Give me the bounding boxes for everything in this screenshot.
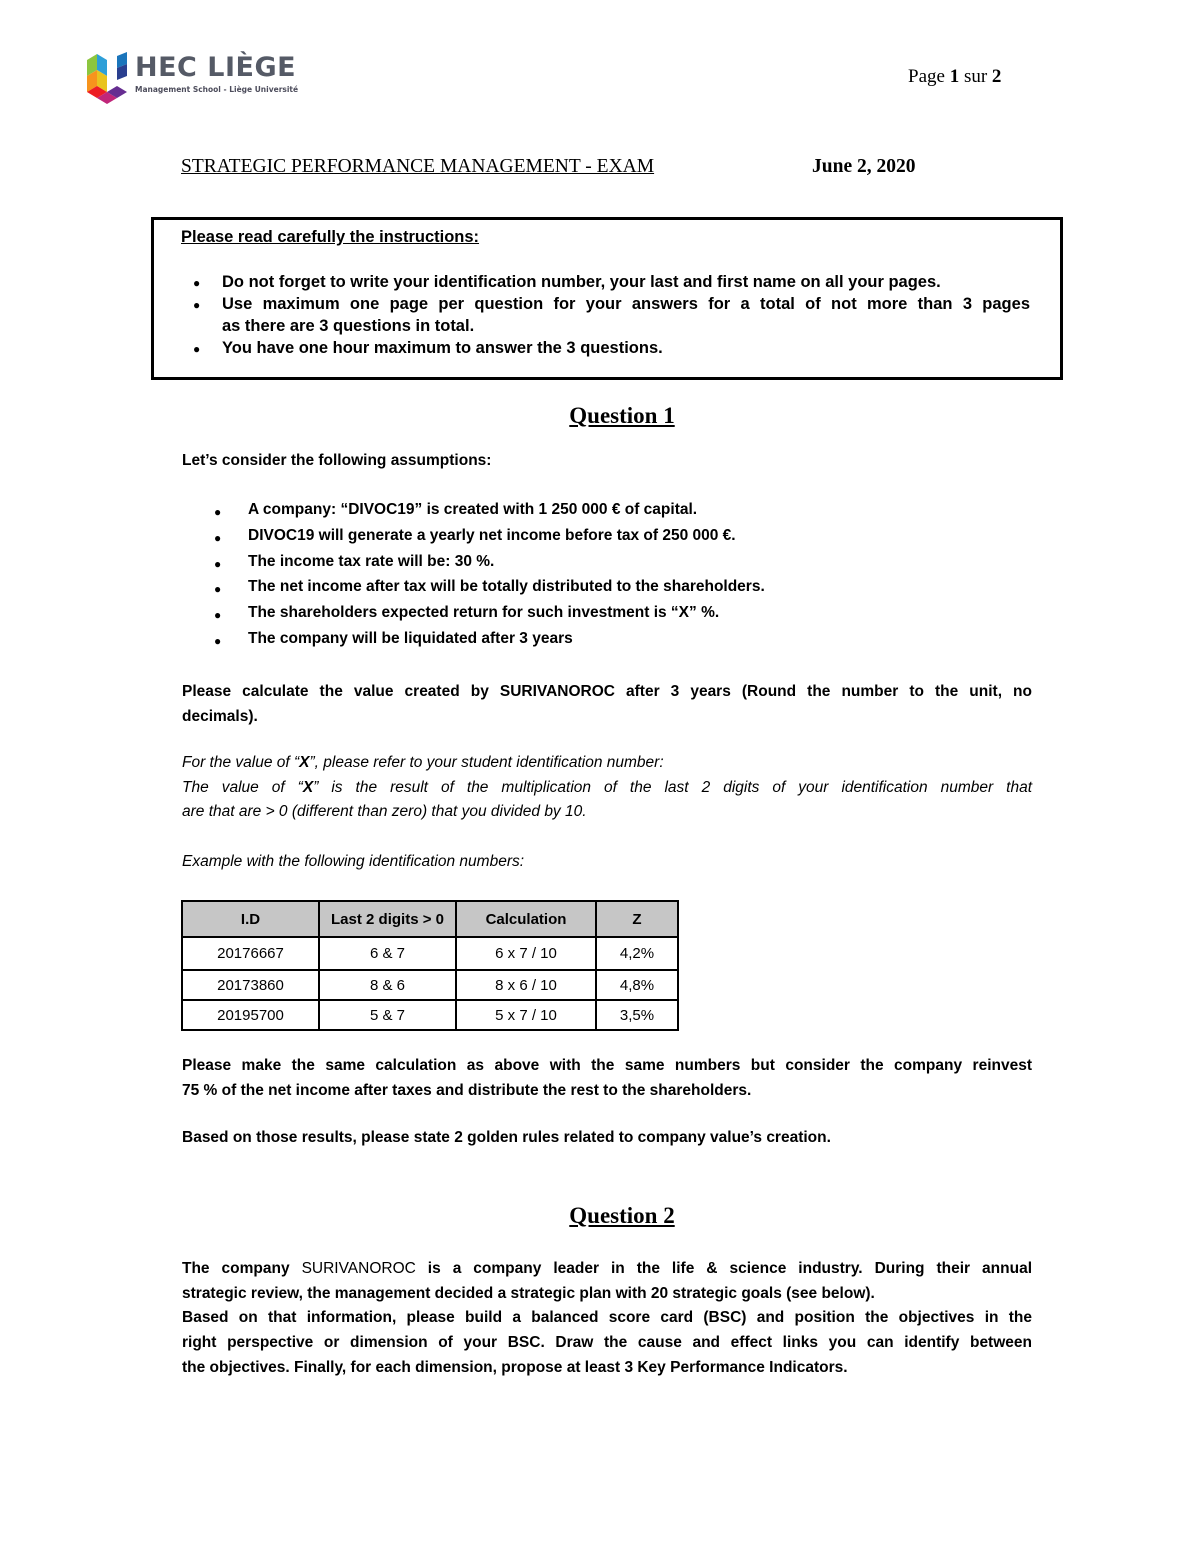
bullet-icon: ● bbox=[214, 557, 222, 571]
table-row bbox=[182, 970, 678, 1000]
q1-calc-instruction bbox=[182, 680, 1032, 729]
exam-date: June 2, 2020 bbox=[812, 156, 916, 177]
q2-line: the objectives. Finally, for each dimension, propose at least 3 Key Performance Indicators. bbox=[182, 1358, 848, 1376]
table-header: Last 2 digits > 0 bbox=[319, 901, 456, 937]
bullet-icon: ● bbox=[214, 505, 222, 519]
x-definition bbox=[182, 779, 1032, 797]
logo-subtitle: Management School - Liège Université bbox=[135, 85, 299, 94]
instruction-item bbox=[222, 293, 1030, 315]
text-fragment: ”, please refer to your student identification number: bbox=[309, 754, 664, 771]
table-header: Calculation bbox=[456, 901, 596, 937]
q1-reinvest-instruction bbox=[182, 1054, 1032, 1103]
assumption-item: The company will be liquidated after 3 years bbox=[248, 630, 573, 647]
instruction-item: Do not forget to write your identification number, your last and first name on all your pages. bbox=[222, 273, 941, 291]
x-variable: X bbox=[299, 754, 310, 771]
question-2-heading: Question 2 bbox=[569, 1203, 675, 1228]
q1-reinvest-line: Please make the same calculation as above with the same numbers but consider the company reinvest bbox=[182, 1057, 1032, 1074]
q2-line: right perspective or dimension of your BSC. Draw the cause and effect links you can identify between bbox=[182, 1334, 1032, 1352]
q2-text bbox=[182, 1257, 1032, 1381]
q1-golden-rules: Based on those results, please state 2 golden rules related to company value’s creation. bbox=[182, 1129, 831, 1146]
page-prefix: Page bbox=[908, 66, 945, 87]
table-header: Z bbox=[596, 901, 678, 937]
page-total: 2 bbox=[991, 66, 1002, 87]
text-fragment: For the value of “ bbox=[182, 754, 300, 771]
page-current: 1 bbox=[949, 66, 960, 87]
instruction-item: You have one hour maximum to answer the 3 questions. bbox=[222, 339, 663, 357]
table-header-row bbox=[182, 901, 678, 937]
logo-name: HEC LIÈGE bbox=[135, 52, 297, 83]
question-1-heading: Question 1 bbox=[569, 403, 675, 428]
q1-reinvest-line: 75 % of the net income after taxes and distribute the rest to the shareholders. bbox=[182, 1081, 752, 1099]
table-row bbox=[182, 1000, 678, 1030]
bullet-icon: ● bbox=[214, 582, 222, 596]
text-fragment: ” is the result of the multiplication of the last 2 digits of your identification number that bbox=[313, 779, 1033, 796]
bullet-icon: ● bbox=[193, 298, 201, 312]
table-cell: 5 x 7 / 10 bbox=[456, 1000, 596, 1030]
q1-intro: Let’s consider the following assumptions: bbox=[182, 452, 492, 469]
id-example-table bbox=[181, 900, 679, 1031]
hec-liege-logo bbox=[85, 52, 300, 108]
table-cell: 20176667 bbox=[182, 937, 319, 970]
assumption-item: The shareholders expected return for such investment is “X” %. bbox=[248, 604, 720, 621]
bullet-icon: ● bbox=[193, 342, 201, 356]
instruction-line: Use maximum one page per question for your answers for a total of not more than 3 pages bbox=[222, 295, 1030, 313]
hec-logo-mark-icon bbox=[85, 52, 133, 108]
bullet-icon: ● bbox=[214, 608, 222, 622]
q2-line: strategic review, the management decided a strategic plan with 20 strategic goals (see below). bbox=[182, 1284, 875, 1302]
assumption-item: DIVOC19 will generate a yearly net income before tax of 250 000 €. bbox=[248, 527, 736, 544]
x-reference bbox=[182, 754, 664, 772]
table-header: I.D bbox=[182, 901, 319, 937]
page-number bbox=[908, 66, 1001, 88]
q2-line: Based on that information, please build a balanced score card (BSC) and position the objectives in the bbox=[182, 1309, 1032, 1327]
text-fragment: is a company leader in the life & science industry. During their annual bbox=[415, 1260, 1033, 1277]
page-sep: sur bbox=[963, 66, 988, 87]
table-cell: 5 & 7 bbox=[319, 1000, 456, 1030]
bullet-icon: ● bbox=[214, 531, 222, 545]
table-cell: 8 x 6 / 10 bbox=[456, 970, 596, 1000]
instruction-item-cont: as there are 3 questions in total. bbox=[222, 317, 475, 335]
text-fragment: The company bbox=[182, 1260, 302, 1277]
x-variable: X bbox=[302, 779, 314, 796]
table-row bbox=[182, 937, 678, 970]
table-cell: 3,5% bbox=[596, 1000, 678, 1030]
example-intro: Example with the following identification numbers: bbox=[182, 853, 525, 870]
assumption-item: A company: “DIVOC19” is created with 1 250 000 € of capital. bbox=[248, 501, 698, 518]
bullet-icon: ● bbox=[193, 276, 201, 290]
table-cell: 20195700 bbox=[182, 1000, 319, 1030]
q1-calc-line: Please calculate the value created by SURIVANOROC after 3 years (Round the number to the unit, no bbox=[182, 683, 1032, 700]
q1-calc-line: decimals). bbox=[182, 707, 258, 725]
assumption-item: The net income after tax will be totally distributed to the shareholders. bbox=[248, 578, 765, 595]
q2-line bbox=[182, 1257, 1032, 1282]
instructions-heading: Please read carefully the instructions: bbox=[181, 228, 480, 246]
exam-title: STRATEGIC PERFORMANCE MANAGEMENT - EXAM bbox=[181, 156, 655, 177]
table-cell: 20173860 bbox=[182, 970, 319, 1000]
text-fragment: The value of “ bbox=[182, 779, 303, 796]
bullet-icon: ● bbox=[214, 634, 222, 648]
assumption-item: The income tax rate will be: 30 %. bbox=[248, 553, 495, 570]
table-cell: 4,2% bbox=[596, 937, 678, 970]
table-cell: 6 & 7 bbox=[319, 937, 456, 970]
x-definition-cont: are that are > 0 (different than zero) that you divided by 10. bbox=[182, 803, 587, 820]
table-cell: 4,8% bbox=[596, 970, 678, 1000]
table-cell: 8 & 6 bbox=[319, 970, 456, 1000]
table-cell: 6 x 7 / 10 bbox=[456, 937, 596, 970]
company-name: SURIVANOROC bbox=[301, 1260, 416, 1277]
